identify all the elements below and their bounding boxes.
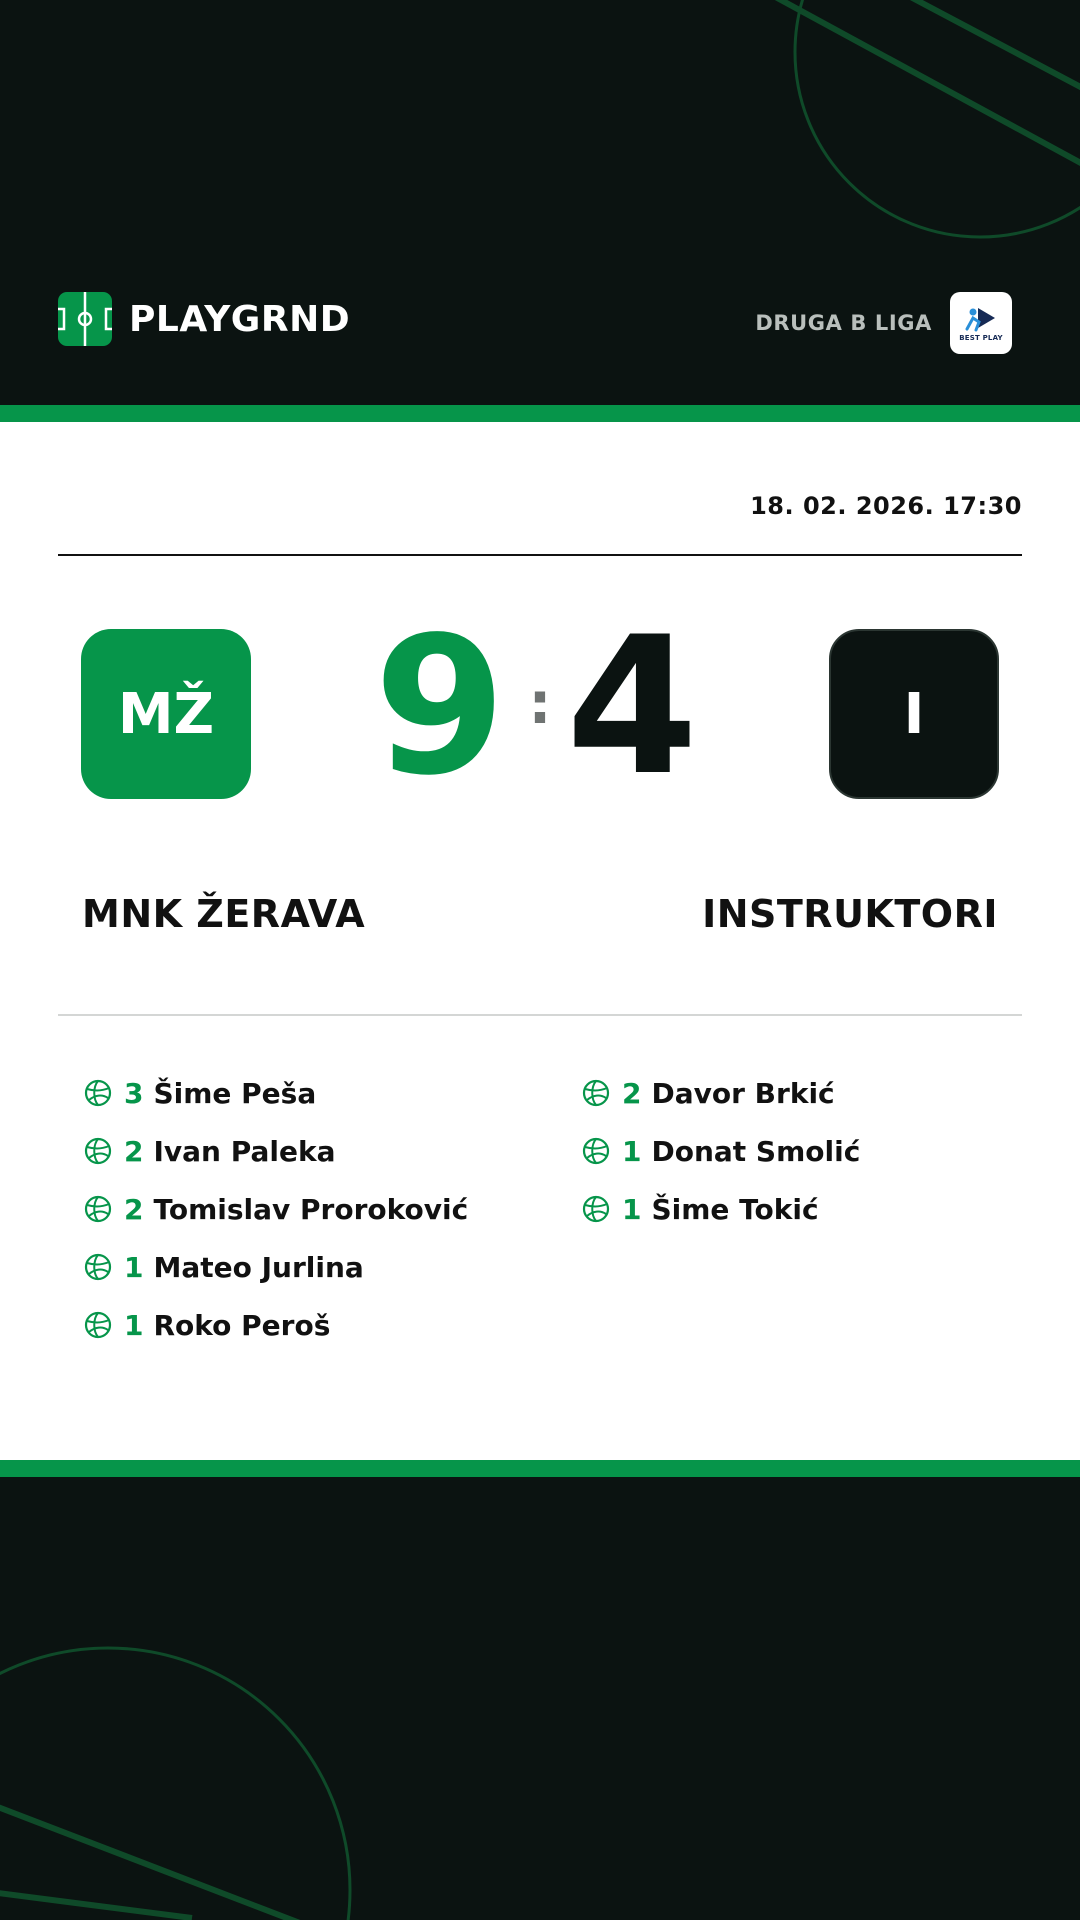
- league-info: [755, 292, 1012, 354]
- brand: [58, 292, 350, 346]
- goal-count: 1: [124, 1250, 144, 1284]
- soccer-ball-icon: [84, 1311, 112, 1339]
- league-name: DRUGA B LIGA: [755, 311, 932, 335]
- soccer-ball-icon: [84, 1079, 112, 1107]
- scorer-row: [582, 1180, 860, 1238]
- league-logo: [950, 292, 1012, 354]
- goal-count: 1: [622, 1134, 642, 1168]
- scorer-name: Ivan Paleka: [153, 1134, 336, 1168]
- brand-name: PLAYGRND: [129, 298, 351, 340]
- home-scorers-list: [84, 1064, 468, 1354]
- goal-count: 1: [124, 1308, 144, 1342]
- match-datetime: 18. 02. 2026. 17:30: [750, 492, 1022, 520]
- soccer-ball-icon: [582, 1195, 610, 1223]
- soccer-ball-icon: [582, 1079, 610, 1107]
- soccer-ball-icon: [84, 1253, 112, 1281]
- away-scorers-list: [582, 1064, 860, 1238]
- top-accent-stripe: [0, 405, 1080, 422]
- scorer-row: [84, 1296, 468, 1354]
- scorer-name: Roko Peroš: [153, 1308, 331, 1342]
- soccer-ball-icon: [84, 1137, 112, 1165]
- scorer-row: [582, 1064, 860, 1122]
- home-team-name: MNK ŽERAVA: [82, 892, 366, 936]
- away-score: 4: [566, 596, 699, 817]
- scorer-name: Šime Peša: [153, 1076, 317, 1110]
- scorer-row: [84, 1122, 468, 1180]
- bottom-accent-stripe: [0, 1460, 1080, 1477]
- soccer-field-icon: [58, 292, 112, 346]
- scorer-row: [582, 1122, 860, 1180]
- away-team-name: INSTRUKTORI: [702, 892, 998, 936]
- match-card: [0, 422, 1080, 1460]
- scorer-name: Mateo Jurlina: [153, 1250, 364, 1284]
- scorer-row: [84, 1064, 468, 1122]
- away-team-badge: I: [829, 629, 999, 799]
- divider: [58, 1014, 1022, 1016]
- scorer-name: Donat Smolić: [651, 1134, 861, 1168]
- divider: [58, 554, 1022, 556]
- home-team-badge: MŽ: [81, 629, 251, 799]
- goal-count: 3: [124, 1076, 144, 1110]
- goal-count: 1: [622, 1192, 642, 1226]
- goal-count: 2: [622, 1076, 642, 1110]
- score-separator: :: [528, 669, 552, 737]
- league-logo-text: BEST PLAY: [959, 333, 1003, 342]
- scorer-name: Tomislav Proroković: [153, 1192, 469, 1226]
- scorer-name: Šime Tokić: [651, 1192, 819, 1226]
- header: [0, 0, 1080, 405]
- soccer-ball-icon: [582, 1137, 610, 1165]
- soccer-ball-icon: [84, 1195, 112, 1223]
- home-score: 9: [373, 596, 506, 817]
- goal-count: 2: [124, 1134, 144, 1168]
- scorer-row: [84, 1180, 468, 1238]
- scorer-row: [84, 1238, 468, 1296]
- scorer-name: Davor Brkić: [651, 1076, 835, 1110]
- player-icon: [964, 305, 998, 333]
- goal-count: 2: [124, 1192, 144, 1226]
